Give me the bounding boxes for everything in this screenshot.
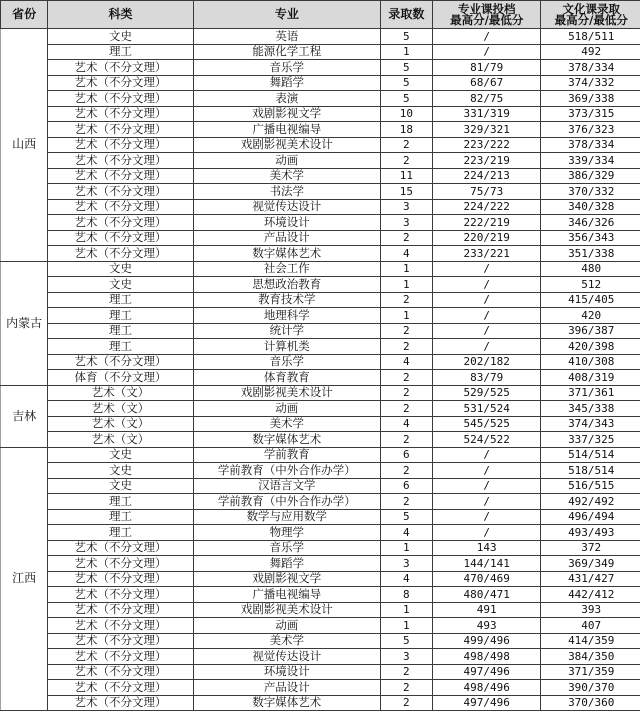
pro-score-cell: 82/75 <box>432 91 541 107</box>
count-cell: 2 <box>380 292 432 308</box>
culture-score-cell: 496/494 <box>541 509 640 525</box>
category-cell: 文史 <box>48 29 194 45</box>
table-row <box>1 556 640 572</box>
table-row <box>1 215 640 231</box>
count-cell: 2 <box>380 323 432 339</box>
province-cell: 吉林 <box>1 385 48 447</box>
category-cell: 体育（不分文理） <box>48 370 194 386</box>
pro-score-cell: 498/498 <box>432 649 541 665</box>
major-cell: 音乐学 <box>193 60 380 76</box>
table-row <box>1 75 640 91</box>
count-cell: 2 <box>380 432 432 448</box>
category-cell: 艺术（不分文理） <box>48 680 194 696</box>
table-row <box>1 323 640 339</box>
table-row <box>1 106 640 122</box>
major-cell: 动画 <box>193 618 380 634</box>
header-major: 专业 <box>193 1 380 29</box>
count-cell: 1 <box>380 261 432 277</box>
count-cell: 8 <box>380 587 432 603</box>
table-row <box>1 91 640 107</box>
count-cell: 5 <box>380 633 432 649</box>
category-cell: 艺术（不分文理） <box>48 122 194 138</box>
culture-score-cell: 346/326 <box>541 215 640 231</box>
province-cell: 江西 <box>1 447 48 711</box>
table-row <box>1 447 640 463</box>
pro-score-cell: / <box>432 478 541 494</box>
major-cell: 产品设计 <box>193 680 380 696</box>
major-cell: 戏剧影视文学 <box>193 106 380 122</box>
table-row <box>1 292 640 308</box>
pro-score-cell: 224/213 <box>432 168 541 184</box>
count-cell: 3 <box>380 199 432 215</box>
table-row <box>1 29 640 45</box>
count-cell: 18 <box>380 122 432 138</box>
category-cell: 艺术（文） <box>48 432 194 448</box>
category-cell: 艺术（不分文理） <box>48 60 194 76</box>
pro-score-cell: / <box>432 277 541 293</box>
pro-score-cell: 68/67 <box>432 75 541 91</box>
category-cell: 艺术（不分文理） <box>48 168 194 184</box>
pro-score-cell: 81/79 <box>432 60 541 76</box>
pro-score-cell: 499/496 <box>432 633 541 649</box>
table-row <box>1 602 640 618</box>
count-cell: 3 <box>380 556 432 572</box>
count-cell: 4 <box>380 571 432 587</box>
pro-score-cell: / <box>432 463 541 479</box>
culture-score-cell: 516/515 <box>541 478 640 494</box>
category-cell: 艺术（不分文理） <box>48 664 194 680</box>
count-cell: 4 <box>380 416 432 432</box>
pro-score-cell: 329/321 <box>432 122 541 138</box>
category-cell: 艺术（不分文理） <box>48 556 194 572</box>
header-culture-score-line2: 最高分/最低分 <box>554 12 628 27</box>
culture-score-cell: 480 <box>541 261 640 277</box>
category-cell: 艺术（不分文理） <box>48 75 194 91</box>
culture-score-cell: 376/323 <box>541 122 640 138</box>
header-pro-score-line2: 最高分/最低分 <box>450 12 524 27</box>
pro-score-cell: / <box>432 509 541 525</box>
category-cell: 艺术（不分文理） <box>48 633 194 649</box>
header-pro-score-line1: 专业课投档 <box>457 1 516 16</box>
table-row <box>1 664 640 680</box>
header-row <box>1 1 640 29</box>
count-cell: 2 <box>380 695 432 711</box>
culture-score-cell: 370/332 <box>541 184 640 200</box>
major-cell: 能源化学工程 <box>193 44 380 60</box>
major-cell: 统计学 <box>193 323 380 339</box>
major-cell: 社会工作 <box>193 261 380 277</box>
pro-score-cell: 470/469 <box>432 571 541 587</box>
table-row <box>1 246 640 262</box>
count-cell: 5 <box>380 75 432 91</box>
culture-score-cell: 373/315 <box>541 106 640 122</box>
category-cell: 艺术（不分文理） <box>48 106 194 122</box>
major-cell: 地理科学 <box>193 308 380 324</box>
count-cell: 11 <box>380 168 432 184</box>
major-cell: 数学与应用数学 <box>193 509 380 525</box>
culture-score-cell: 415/405 <box>541 292 640 308</box>
table-row <box>1 463 640 479</box>
count-cell: 2 <box>380 137 432 153</box>
pro-score-cell: / <box>432 29 541 45</box>
culture-score-cell: 378/334 <box>541 60 640 76</box>
culture-score-cell: 396/387 <box>541 323 640 339</box>
count-cell: 1 <box>380 44 432 60</box>
count-cell: 2 <box>380 370 432 386</box>
category-cell: 艺术（不分文理） <box>48 230 194 246</box>
pro-score-cell: 224/222 <box>432 199 541 215</box>
major-cell: 表演 <box>193 91 380 107</box>
category-cell: 艺术（文） <box>48 416 194 432</box>
culture-score-cell: 372 <box>541 540 640 556</box>
major-cell: 美术学 <box>193 168 380 184</box>
table-row <box>1 137 640 153</box>
major-cell: 戏剧影视美术设计 <box>193 602 380 618</box>
culture-score-cell: 414/359 <box>541 633 640 649</box>
category-cell: 艺术（文） <box>48 385 194 401</box>
header-culture-score-line1: 文化课录取 <box>562 1 620 16</box>
count-cell: 5 <box>380 29 432 45</box>
culture-score-cell: 378/334 <box>541 137 640 153</box>
province-cell: 内蒙古 <box>1 261 48 385</box>
pro-score-cell: 497/496 <box>432 664 541 680</box>
pro-score-cell: / <box>432 261 541 277</box>
culture-score-cell: 420 <box>541 308 640 324</box>
table-row <box>1 633 640 649</box>
major-cell: 学前教育 <box>193 447 380 463</box>
major-cell: 体育教育 <box>193 370 380 386</box>
culture-score-cell: 356/343 <box>541 230 640 246</box>
culture-score-cell: 518/514 <box>541 463 640 479</box>
pro-score-cell: 83/79 <box>432 370 541 386</box>
pro-score-cell: 202/182 <box>432 354 541 370</box>
major-cell: 英语 <box>193 29 380 45</box>
culture-score-cell: 442/412 <box>541 587 640 603</box>
table-row <box>1 60 640 76</box>
culture-score-cell: 408/319 <box>541 370 640 386</box>
major-cell: 舞蹈学 <box>193 556 380 572</box>
category-cell: 艺术（不分文理） <box>48 618 194 634</box>
culture-score-cell: 518/511 <box>541 29 640 45</box>
culture-score-cell: 420/398 <box>541 339 640 355</box>
culture-score-cell: 374/332 <box>541 75 640 91</box>
count-cell: 1 <box>380 308 432 324</box>
count-cell: 5 <box>380 509 432 525</box>
major-cell: 戏剧影视文学 <box>193 571 380 587</box>
pro-score-cell: 493 <box>432 618 541 634</box>
pro-score-cell: 529/525 <box>432 385 541 401</box>
culture-score-cell: 390/370 <box>541 680 640 696</box>
culture-score-cell: 393 <box>541 602 640 618</box>
table-body <box>1 29 640 711</box>
pro-score-cell: 331/319 <box>432 106 541 122</box>
culture-score-cell: 407 <box>541 618 640 634</box>
pro-score-cell: 491 <box>432 602 541 618</box>
major-cell: 学前教育（中外合作办学） <box>193 463 380 479</box>
major-cell: 广播电视编导 <box>193 587 380 603</box>
table-row <box>1 44 640 60</box>
culture-score-cell: 345/338 <box>541 401 640 417</box>
count-cell: 2 <box>380 401 432 417</box>
count-cell: 1 <box>380 602 432 618</box>
category-cell: 理工 <box>48 525 194 541</box>
province-cell: 山西 <box>1 29 48 262</box>
count-cell: 2 <box>380 664 432 680</box>
major-cell: 视觉传达设计 <box>193 199 380 215</box>
table-row <box>1 308 640 324</box>
major-cell: 计算机类 <box>193 339 380 355</box>
major-cell: 音乐学 <box>193 540 380 556</box>
count-cell: 1 <box>380 540 432 556</box>
culture-score-cell: 340/328 <box>541 199 640 215</box>
table-row <box>1 695 640 711</box>
pro-score-cell: / <box>432 323 541 339</box>
category-cell: 理工 <box>48 509 194 525</box>
table-row <box>1 509 640 525</box>
category-cell: 理工 <box>48 494 194 510</box>
major-cell: 教育技术学 <box>193 292 380 308</box>
pro-score-cell: 531/524 <box>432 401 541 417</box>
count-cell: 1 <box>380 618 432 634</box>
culture-score-cell: 492/492 <box>541 494 640 510</box>
major-cell: 数字媒体艺术 <box>193 246 380 262</box>
pro-score-cell: / <box>432 525 541 541</box>
pro-score-cell: 223/222 <box>432 137 541 153</box>
header-count: 录取数 <box>380 1 432 29</box>
table-row <box>1 571 640 587</box>
count-cell: 3 <box>380 215 432 231</box>
pro-score-cell: 222/219 <box>432 215 541 231</box>
category-cell: 理工 <box>48 339 194 355</box>
culture-score-cell: 370/360 <box>541 695 640 711</box>
pro-score-cell: / <box>432 292 541 308</box>
table-row <box>1 680 640 696</box>
culture-score-cell: 492 <box>541 44 640 60</box>
major-cell: 音乐学 <box>193 354 380 370</box>
count-cell: 6 <box>380 447 432 463</box>
category-cell: 艺术（不分文理） <box>48 246 194 262</box>
culture-score-cell: 337/325 <box>541 432 640 448</box>
culture-score-cell: 371/361 <box>541 385 640 401</box>
category-cell: 艺术（不分文理） <box>48 215 194 231</box>
table-row <box>1 230 640 246</box>
table-row <box>1 587 640 603</box>
major-cell: 数字媒体艺术 <box>193 695 380 711</box>
major-cell: 舞蹈学 <box>193 75 380 91</box>
table-row <box>1 122 640 138</box>
table-row <box>1 618 640 634</box>
count-cell: 6 <box>380 478 432 494</box>
table-row <box>1 153 640 169</box>
category-cell: 艺术（不分文理） <box>48 199 194 215</box>
culture-score-cell: 386/329 <box>541 168 640 184</box>
major-cell: 戏剧影视美术设计 <box>193 137 380 153</box>
count-cell: 4 <box>380 525 432 541</box>
table-row <box>1 525 640 541</box>
pro-score-cell: 143 <box>432 540 541 556</box>
pro-score-cell: 545/525 <box>432 416 541 432</box>
major-cell: 书法学 <box>193 184 380 200</box>
count-cell: 10 <box>380 106 432 122</box>
count-cell: 2 <box>380 385 432 401</box>
culture-score-cell: 431/427 <box>541 571 640 587</box>
pro-score-cell: 220/219 <box>432 230 541 246</box>
table-row <box>1 339 640 355</box>
table-row <box>1 370 640 386</box>
culture-score-cell: 512 <box>541 277 640 293</box>
category-cell: 艺术（不分文理） <box>48 571 194 587</box>
category-cell: 艺术（不分文理） <box>48 354 194 370</box>
culture-score-cell: 514/514 <box>541 447 640 463</box>
culture-score-cell: 410/308 <box>541 354 640 370</box>
category-cell: 艺术（不分文理） <box>48 184 194 200</box>
major-cell: 汉语言文学 <box>193 478 380 494</box>
category-cell: 艺术（不分文理） <box>48 695 194 711</box>
culture-score-cell: 493/493 <box>541 525 640 541</box>
category-cell: 理工 <box>48 292 194 308</box>
category-cell: 艺术（不分文理） <box>48 137 194 153</box>
pro-score-cell: 75/73 <box>432 184 541 200</box>
major-cell: 思想政治教育 <box>193 277 380 293</box>
category-cell: 文史 <box>48 447 194 463</box>
count-cell: 5 <box>380 91 432 107</box>
major-cell: 美术学 <box>193 633 380 649</box>
table-row <box>1 649 640 665</box>
major-cell: 环境设计 <box>193 215 380 231</box>
culture-score-cell: 351/338 <box>541 246 640 262</box>
category-cell: 理工 <box>48 308 194 324</box>
category-cell: 理工 <box>48 323 194 339</box>
table-row <box>1 540 640 556</box>
table-row <box>1 354 640 370</box>
pro-score-cell: / <box>432 339 541 355</box>
table-row <box>1 199 640 215</box>
pro-score-cell: / <box>432 494 541 510</box>
major-cell: 动画 <box>193 401 380 417</box>
major-cell: 广播电视编导 <box>193 122 380 138</box>
count-cell: 2 <box>380 230 432 246</box>
count-cell: 5 <box>380 60 432 76</box>
header-pro-score <box>432 1 541 29</box>
major-cell: 学前教育（中外合作办学） <box>193 494 380 510</box>
count-cell: 15 <box>380 184 432 200</box>
count-cell: 2 <box>380 463 432 479</box>
pro-score-cell: 497/496 <box>432 695 541 711</box>
table-row <box>1 261 640 277</box>
table-row <box>1 416 640 432</box>
category-cell: 艺术（文） <box>48 401 194 417</box>
category-cell: 艺术（不分文理） <box>48 540 194 556</box>
pro-score-cell: / <box>432 447 541 463</box>
count-cell: 3 <box>380 649 432 665</box>
table-row <box>1 168 640 184</box>
major-cell: 视觉传达设计 <box>193 649 380 665</box>
table-row <box>1 478 640 494</box>
pro-score-cell: / <box>432 44 541 60</box>
category-cell: 理工 <box>48 44 194 60</box>
category-cell: 艺术（不分文理） <box>48 649 194 665</box>
table-row <box>1 494 640 510</box>
major-cell: 戏剧影视美术设计 <box>193 385 380 401</box>
category-cell: 文史 <box>48 463 194 479</box>
culture-score-cell: 339/334 <box>541 153 640 169</box>
major-cell: 环境设计 <box>193 664 380 680</box>
category-cell: 艺术（不分文理） <box>48 587 194 603</box>
major-cell: 产品设计 <box>193 230 380 246</box>
table-row <box>1 277 640 293</box>
culture-score-cell: 374/343 <box>541 416 640 432</box>
major-cell: 动画 <box>193 153 380 169</box>
category-cell: 艺术（不分文理） <box>48 91 194 107</box>
count-cell: 4 <box>380 246 432 262</box>
category-cell: 艺术（不分文理） <box>48 602 194 618</box>
table-row <box>1 184 640 200</box>
category-cell: 文史 <box>48 478 194 494</box>
table-row <box>1 432 640 448</box>
table-row <box>1 401 640 417</box>
culture-score-cell: 371/359 <box>541 664 640 680</box>
major-cell: 美术学 <box>193 416 380 432</box>
culture-score-cell: 384/350 <box>541 649 640 665</box>
category-cell: 文史 <box>48 277 194 293</box>
pro-score-cell: 233/221 <box>432 246 541 262</box>
count-cell: 4 <box>380 354 432 370</box>
table-row <box>1 385 640 401</box>
count-cell: 2 <box>380 494 432 510</box>
count-cell: 2 <box>380 680 432 696</box>
category-cell: 文史 <box>48 261 194 277</box>
pro-score-cell: 223/219 <box>432 153 541 169</box>
count-cell: 1 <box>380 277 432 293</box>
pro-score-cell: 498/496 <box>432 680 541 696</box>
culture-score-cell: 369/349 <box>541 556 640 572</box>
pro-score-cell: 144/141 <box>432 556 541 572</box>
pro-score-cell: 480/471 <box>432 587 541 603</box>
header-province: 省份 <box>1 1 48 29</box>
count-cell: 2 <box>380 339 432 355</box>
major-cell: 数字媒体艺术 <box>193 432 380 448</box>
major-cell: 物理学 <box>193 525 380 541</box>
header-culture-score <box>541 1 640 29</box>
pro-score-cell: 524/522 <box>432 432 541 448</box>
category-cell: 艺术（不分文理） <box>48 153 194 169</box>
culture-score-cell: 369/338 <box>541 91 640 107</box>
pro-score-cell: / <box>432 308 541 324</box>
header-category: 科类 <box>48 1 194 29</box>
count-cell: 2 <box>380 153 432 169</box>
